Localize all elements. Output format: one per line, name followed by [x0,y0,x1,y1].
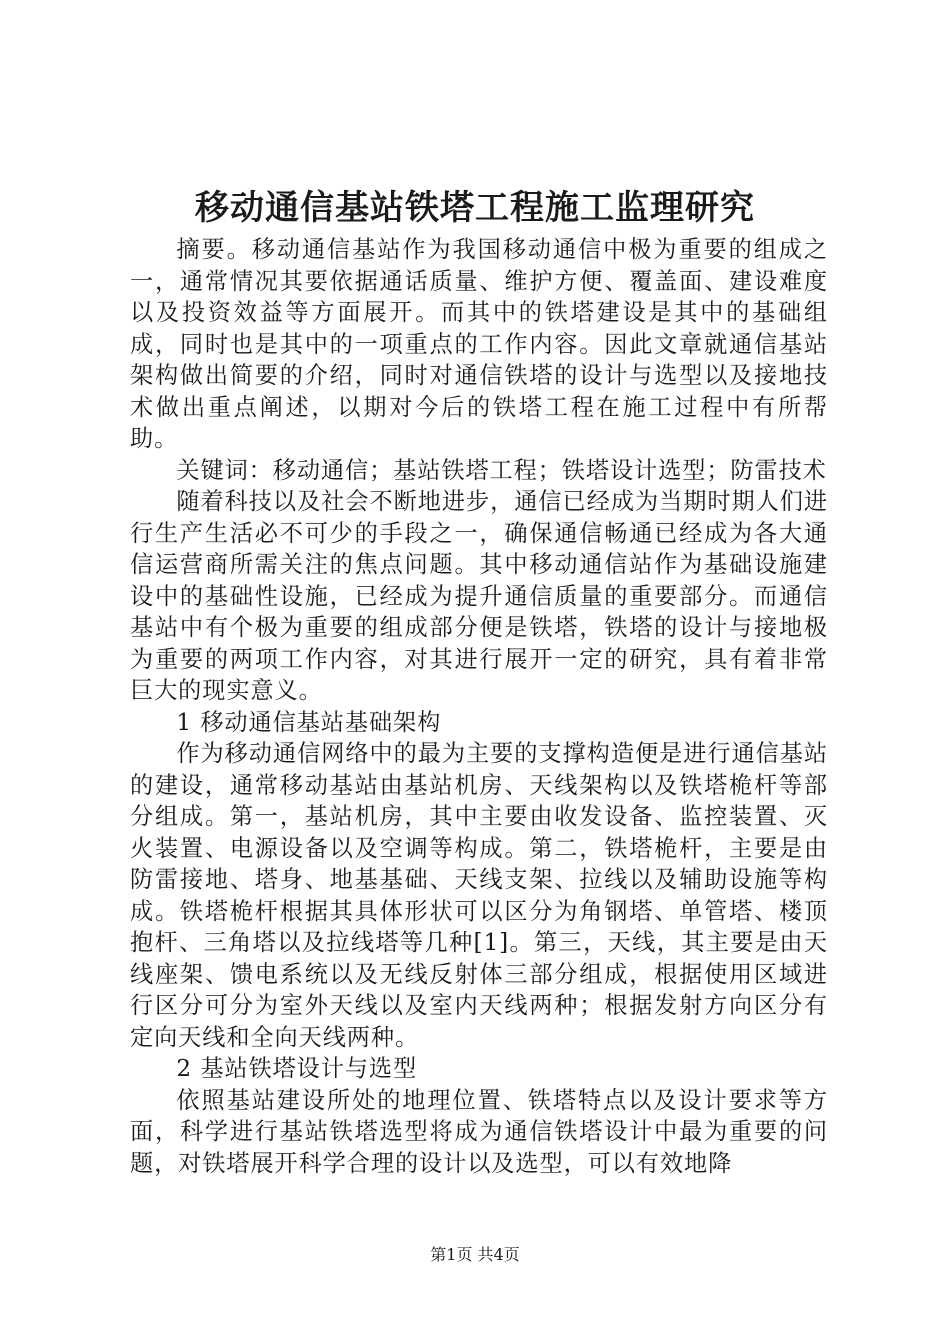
keywords-paragraph: 关键词：移动通信；基站铁塔工程；铁塔设计选型；防雷技术 [176,456,827,484]
intro-paragraph: 随着科技以及社会不断地进步，通信已经成为当期时期人们进行生产生活必不可少的手段之一，确保通信畅通已经成为各大通信运营商所需关注的焦点问题。其中移动通信站作为基础设施建设中的基础性设施，已经成为提升通信质量的重要部分。而通信基站中有个极为重要的组成部分便是铁塔，铁塔的设计与接地极为重要的两项工作内容，对其进行展开一定的研究，具有着非常巨大的现实意义。 [130,488,828,704]
document-body [130,234,828,1179]
section-2-heading: 2 基站铁塔设计与选型 [176,1055,418,1082]
document-title: 移动通信基站铁塔工程施工监理研究 [195,188,755,228]
page-footer: 第1页 共4页 [430,1245,520,1264]
section-2-paragraph: 依照基站建设所处的地理位置、铁塔特点以及设计要求等方面，科学进行基站铁塔选型将成为通信铁塔设计中最为重要的问题，对铁塔展开科学合理的设计以及选型，可以有效地降 [130,1086,828,1177]
section-1-paragraph: 作为移动通信网络中的最为主要的支撑构造便是进行通信基站的建设，通常移动基站由基站机房、天线架构以及铁塔桅杆等部分组成。第一，基站机房，其中主要由收发设备、监控装置、灭火装置、电源设备以及空调等构成。第二，铁塔桅杆，主要是由防雷接地、塔身、地基基础、天线支架、拉线以及辅助设施等构成。铁塔桅杆根据其具体形状可以区分为角钢塔、单管塔、楼顶抱杆、三角塔以及拉线塔等几种[1]。第三，天线，其主要是由天线座架、馈电系统以及无线反射体三部分组成，根据使用区域进行区分可分为室外天线以及室内天线两种；根据发射方向区分有定向天线和全向天线两种。 [130,740,828,1051]
abstract-paragraph: 摘要。移动通信基站作为我国移动通信中极为重要的组成之一，通常情况其要依据通话质量、维护方便、覆盖面、建设难度以及投资效益等方面展开。而其中的铁塔建设是其中的基础组成，同时也是其中的一项重点的工作内容。因此文章就通信基站架构做出简要的介绍，同时对通信铁塔的设计与选型以及接地技术做出重点阐述，以期对今后的铁塔工程在施工过程中有所帮助。 [130,236,828,452]
section-1-heading: 1 移动通信基站基础架构 [176,708,442,736]
